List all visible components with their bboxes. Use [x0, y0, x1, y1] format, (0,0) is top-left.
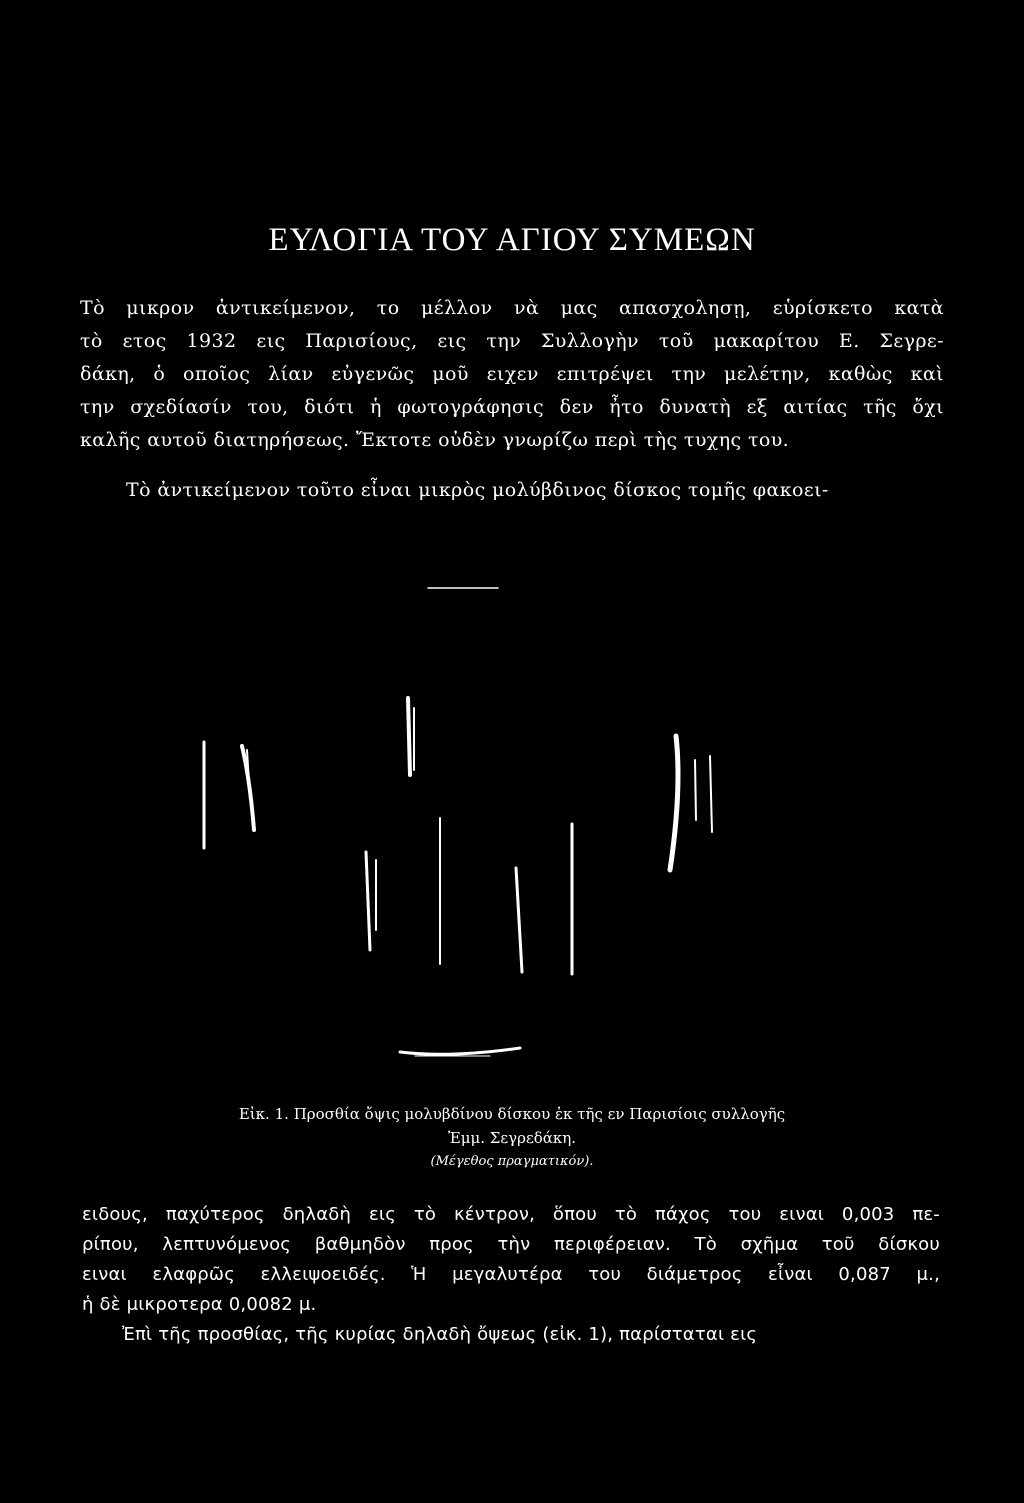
text-line: δάκη, ὁ οποῖος λίαν εὐγενῶς μοῦ ειχεν επιτρέψει την μελέτην, καθὼς καὶ [80, 363, 944, 385]
figure-label: Εἰκ. 1. [238, 1105, 289, 1123]
figure-caption [0, 1102, 1024, 1174]
text-line: ειδους, παχύτερος δηλαδὴ εις τὸ κέντρον, ὅπου τὸ πάχος του ειναι 0,003 πε- [82, 1204, 940, 1225]
disc-illustration [190, 570, 750, 1070]
chapter-title: ΕΥΛΟΓΙΑ ΤΟΥ ΑΓΙΟΥ ΣΥΜΕΩΝ [268, 222, 756, 258]
disc-center-lower-left [366, 852, 370, 950]
paragraph-intro [80, 292, 944, 457]
disc-right-edge-outer [670, 736, 678, 870]
text-line: ρίπου, λεπτυνόμενος βαθμηδὸν προς τὴν περιφέρειαν. Τὸ σχῆμα τοῦ δίσκου [82, 1234, 940, 1255]
text-line: Ἐπὶ τῆς προσθίας, τῆς κυρίας δηλαδὴ ὄψεως (εἰκ. 1), παρίσταται εις [122, 1324, 758, 1345]
text-line: ἡ δὲ μικροτερα 0,0082 μ. [82, 1294, 317, 1315]
caption-line-3: (Μέγεθος πραγματικόν). [430, 1154, 594, 1169]
caption-line-1 [0, 1102, 1024, 1126]
disc-center-lower-right [516, 868, 522, 972]
disc-center-stroke [408, 698, 410, 775]
paragraph-description [80, 474, 944, 507]
disc-right-edge-inner [710, 756, 712, 832]
text-line: την σχεδίασίν του, διότι ἡ φωτογράφησις δεν ἦτο δυνατὴ εξ αιτίας τῆς ὄχι [80, 396, 944, 418]
disc-right-edge-mid [695, 760, 696, 820]
text-line: Τὸ μικρον ἀντικείμενον, το μέλλον νὰ μας απασχολησῃ, εὑρίσκετο κατὰ [80, 297, 944, 319]
caption-text: Προσθία ὄψις μολυβδίνου δίσκου ἐκ τῆς εν Παρισίοις συλλογῆς [293, 1105, 786, 1123]
text-line: τὸ ετος 1932 εις Παρισίους, εις την Συλλογὴν τοῦ μακαρίτου Ε. Σεγρε- [80, 330, 944, 352]
disc-bottom-edge [400, 1048, 520, 1054]
text-line: καλῆς αυτοῦ διατηρήσεως. Ἔκτοτε οὐδὲν γνωρίζω περὶ τὴς τυχης του. [80, 429, 790, 451]
caption-line-2: Ἐμμ. Σεγρεδάκη. [447, 1129, 577, 1147]
text-line: Τὸ ἀντικείμενον τοῦτο εἶναι μικρὸς μολύβδινος δίσκος τομῆς φακοει- [126, 479, 829, 501]
paragraph-continuation [82, 1200, 940, 1350]
text-line: ειναι ελαφρῶς ελλειψοειδές. Ἡ μεγαλυτέρα του διάμετρος εἶναι 0,087 μ., [82, 1264, 940, 1285]
